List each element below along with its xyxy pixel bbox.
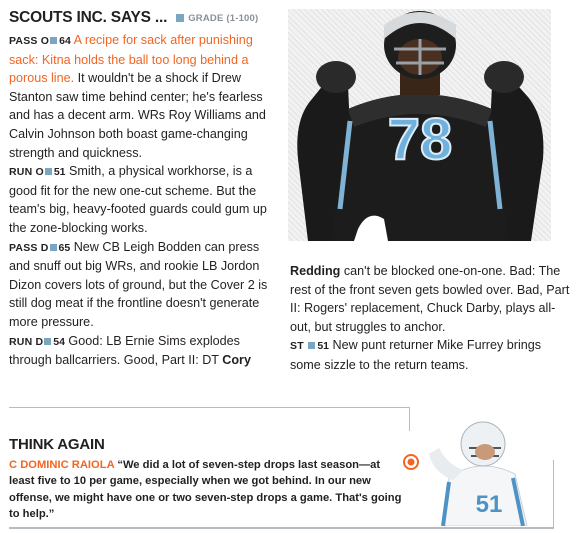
rating-text: It wouldn't be a shock if Drew Stanton saw time behind center; he's fearless and has a decent arm. WRs Roy Williams and Calvin Johnson both boast game-changing strength and quickness. <box>9 71 266 160</box>
rating-grade: 51 <box>317 340 330 353</box>
rating-highlight: A recipe for sack after punishing sack: Kitna holds the ball too long behind a porous line. <box>9 33 253 86</box>
think-again-quote <box>9 457 404 523</box>
rating-run-offense <box>9 162 277 237</box>
grade-legend-label: GRADE (1-100) <box>188 12 259 24</box>
rating-label: RUN D <box>9 335 44 348</box>
grade-square-icon <box>44 338 51 345</box>
rating-label: PASS O <box>9 35 50 47</box>
section-header <box>9 9 258 27</box>
grade-square-icon <box>50 37 57 44</box>
think-again-player-illustration <box>403 408 555 526</box>
think-again-player-photo <box>403 408 555 526</box>
section-title: SCOUTS INC. SAYS ... <box>9 9 168 26</box>
rating-text: can't be blocked one-on-one. Bad: The rest of the front seven gets bowled over. Bad, Part II: Rogers' replacement, Chuck Darby, plays all-out, but struggles to anchor. <box>290 264 570 334</box>
rating-grade: 54 <box>53 335 65 348</box>
player-photo <box>288 9 551 241</box>
rating-run-defense-continued <box>290 262 572 336</box>
grade-square-icon <box>176 14 184 22</box>
ratings-right-column <box>290 262 572 375</box>
think-again-quote-text: “We did a lot of seven-step drops last season—at least five to 10 per game, especially when we got behind. In our new offense, we might have one or two seven-step drops a game. That's going to help.” <box>9 459 402 521</box>
grade-square-icon <box>308 342 315 349</box>
rating-grade: 51 <box>53 166 66 179</box>
rating-text-bold: Redding <box>290 264 341 278</box>
rating-pass-offense <box>9 31 277 162</box>
think-again-top-rule <box>9 407 410 408</box>
player-illustration <box>288 9 551 241</box>
rating-text-bold: Cory <box>222 353 251 368</box>
rating-grade: 64 <box>59 35 71 47</box>
grade-square-icon <box>50 244 57 251</box>
rating-special-teams <box>290 336 572 374</box>
think-again-title: THINK AGAIN <box>9 436 105 453</box>
rating-text: Good: LB Ernie Sims explodes through ballcarriers. Good, Part II: DT <box>9 333 240 368</box>
rating-pass-defense <box>9 238 277 332</box>
rating-text: New punt returner Mike Furrey brings some sizzle to the return teams. <box>290 338 542 372</box>
think-again-jersey-number: 51 <box>475 491 503 518</box>
rating-label: PASS D <box>9 241 49 254</box>
ratings-left-column <box>9 31 277 370</box>
jersey-number: 78 <box>387 107 453 172</box>
rating-grade: 65 <box>58 241 71 254</box>
rating-label: RUN O <box>9 166 44 179</box>
think-again-player-name: C DOMINIC RAIOLA <box>9 459 115 471</box>
rating-text: New CB Leigh Bodden can press and snuff out big WRs, and rookie LB Jordon Dizon covers lots of ground, but the Cover 2 is still dog meat if the frontline doesn't generate more pressure. <box>9 239 268 329</box>
rating-run-defense <box>9 332 277 370</box>
rating-text: Smith, a physical workhorse, is a good fit for the new one-cut scheme. But the team's big, heavy-footed guards could gum up the zone-blocking works. <box>9 164 267 235</box>
grade-square-icon <box>45 168 52 175</box>
rating-label: ST <box>290 340 304 353</box>
grade-legend <box>176 13 258 24</box>
think-again-bottom-rule <box>9 527 554 529</box>
